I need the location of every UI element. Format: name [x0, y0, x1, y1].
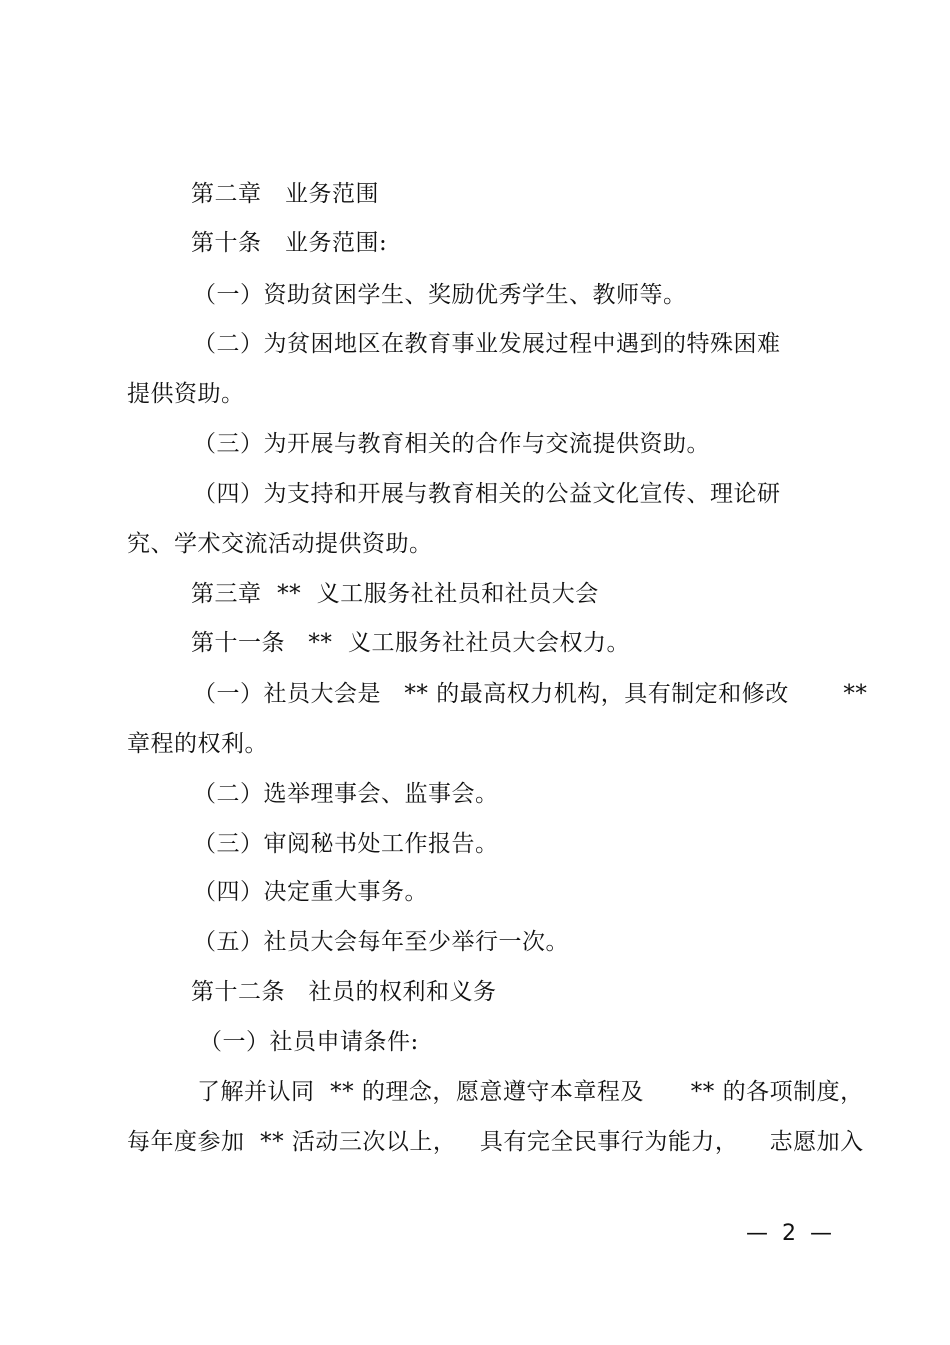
article-10-heading: 第十条 业务范围: — [191, 230, 388, 256]
article-10-item-2: （二）为贫困地区在教育事业发展过程中遇到的特殊困难 — [193, 331, 781, 357]
article-12-body-line-1: 了解并认同 ** 的理念，愿意遵守本章程及 ** 的各项制度， — [197, 1079, 864, 1105]
article-11-item-1-cont: 章程的权利。 — [127, 731, 268, 757]
article-10-item-4-cont: 究、学术交流活动提供资助。 — [127, 531, 433, 557]
article-10-item-1: （一）资助贫困学生、奖励优秀学生、教师等。 — [193, 282, 687, 308]
article-10-item-3: （三）为开展与教育相关的合作与交流提供资助。 — [193, 431, 710, 457]
chapter-2-heading: 第二章 业务范围 — [191, 181, 379, 207]
page-number: — 2 — — [746, 1221, 832, 1246]
article-11-heading: 第十一条 ** 义工服务社社员大会权力。 — [191, 630, 631, 656]
article-11-item-3: （三）审阅秘书处工作报告。 — [193, 831, 499, 857]
article-12-body-line-2: 每年度参加 ** 活动三次以上， 具有完全民事行为能力， 志愿加入 — [127, 1129, 864, 1155]
article-10-item-4: （四）为支持和开展与教育相关的公益文化宣传、理论研 — [193, 481, 781, 507]
article-10-item-2-cont: 提供资助。 — [127, 381, 245, 407]
chapter-3-heading: 第三章 ** 义工服务社社员和社员大会 — [191, 581, 599, 607]
article-11-item-1: （一）社员大会是 ** 的最高权力机构，具有制定和修改 ** — [193, 681, 868, 707]
article-12-item-1: （一）社员申请条件: — [199, 1029, 419, 1055]
article-11-item-2: （二）选举理事会、监事会。 — [193, 781, 499, 807]
article-11-item-4: （四）决定重大事务。 — [193, 879, 428, 905]
article-12-heading: 第十二条 社员的权利和义务 — [191, 979, 497, 1005]
article-11-item-5: （五）社员大会每年至少举行一次。 — [193, 929, 569, 955]
